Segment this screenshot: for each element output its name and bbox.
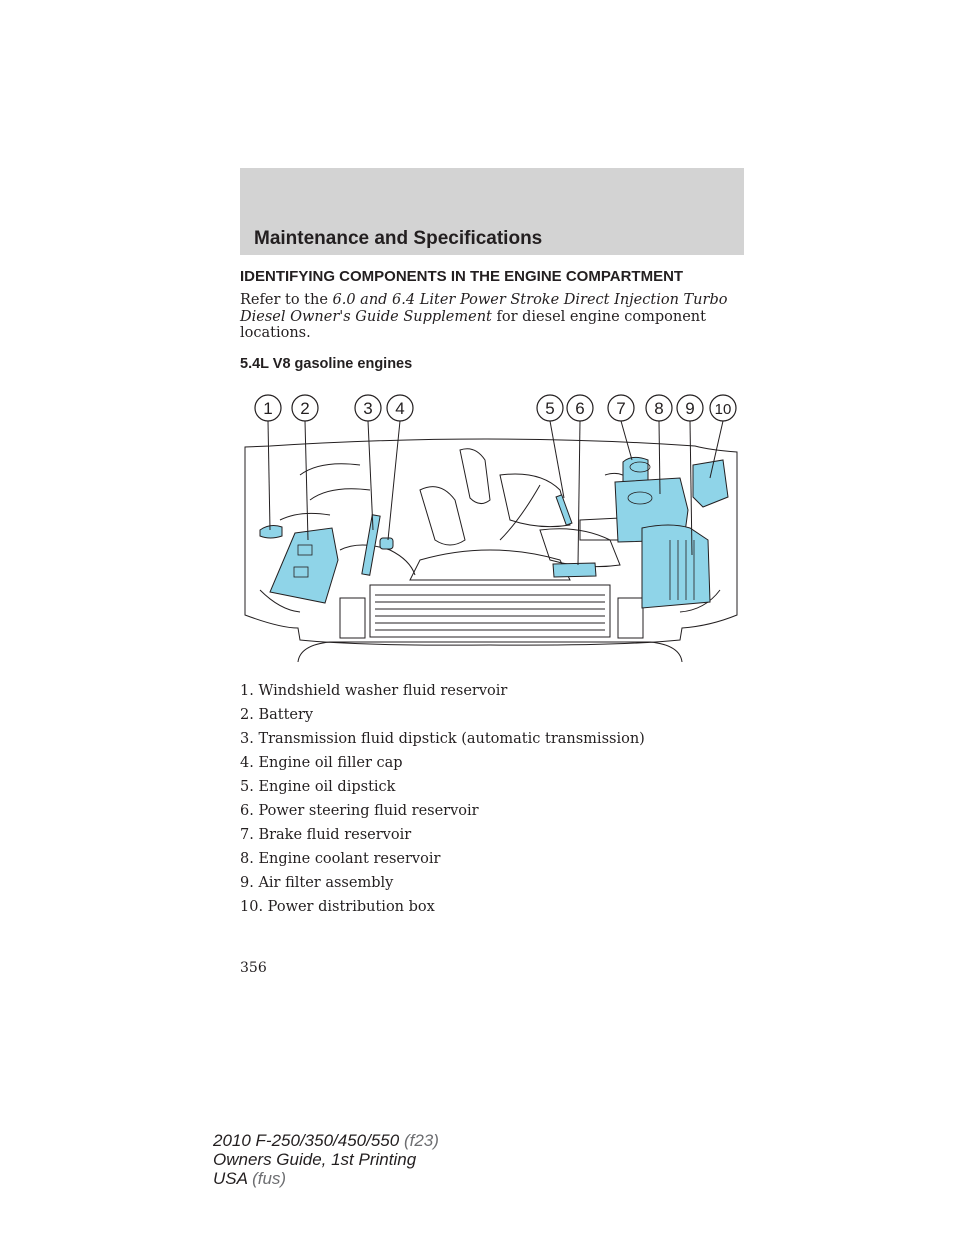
- legend-item: 2. Battery: [240, 707, 314, 723]
- callout-number: 6: [575, 399, 585, 418]
- callout-4: [387, 395, 413, 421]
- callout-3: [355, 395, 381, 421]
- intro-prefix: Refer to the: [240, 292, 328, 308]
- footer-market-code: (fus): [252, 1169, 287, 1188]
- callout-number: 2: [300, 399, 310, 418]
- callout-circles: [255, 395, 736, 421]
- intro-paragraph: [240, 292, 730, 342]
- power-steering-reservoir-shape: [553, 563, 596, 577]
- oil-filler-cap-shape: [380, 538, 393, 549]
- legend-item: 4. Engine oil filler cap: [240, 755, 403, 771]
- callout-number: 5: [545, 399, 555, 418]
- callout-8: [646, 395, 672, 421]
- chapter-title: Maintenance and Specifications: [254, 228, 543, 249]
- page-number: 356: [240, 960, 267, 976]
- callout-number: 9: [685, 399, 695, 418]
- engine-compartment-diagram: [240, 390, 750, 670]
- callout-9: [677, 395, 703, 421]
- legend-item: 5. Engine oil dipstick: [240, 779, 396, 795]
- callout-number: 8: [654, 399, 664, 418]
- callout-number: 10: [714, 401, 732, 418]
- section-heading: IDENTIFYING COMPONENTS IN THE ENGINE COMPARTMENT: [240, 268, 684, 285]
- callout-number: 3: [363, 399, 373, 418]
- footer-model-code: (f23): [403, 1131, 439, 1150]
- power-distribution-box-shape: [693, 460, 728, 507]
- callout-1: [255, 395, 281, 421]
- engine-subheading: 5.4L V8 gasoline engines: [240, 356, 413, 372]
- component-legend: [240, 682, 645, 922]
- legend-item: 1. Windshield washer fluid reservoir: [240, 683, 508, 699]
- callout-number: 7: [616, 399, 626, 418]
- legend-item: 9. Air filter assembly: [240, 875, 394, 891]
- callout-10: [710, 395, 736, 421]
- washer-reservoir-cap: [260, 526, 282, 538]
- supplement-title: 6.0 and 6.4 Liter Power Stroke Direct Injection Turbo Diesel Owner's Guide Supplement: [240, 292, 728, 325]
- air-filter-assembly-shape: [642, 525, 710, 608]
- legend-item: 8. Engine coolant reservoir: [240, 851, 441, 867]
- callout-5: [537, 395, 563, 421]
- legend-item: 7. Brake fluid reservoir: [240, 827, 412, 843]
- callout-6: [567, 395, 593, 421]
- footer-printing: Owners Guide, 1st Printing: [213, 1150, 417, 1169]
- callout-7: [608, 395, 634, 421]
- footer-market: USA: [213, 1169, 248, 1188]
- callout-2: [292, 395, 318, 421]
- legend-item: 10. Power distribution box: [240, 899, 435, 915]
- document-footer: [213, 1131, 439, 1188]
- battery-shape: [270, 528, 338, 603]
- oil-dipstick-shape: [556, 495, 572, 525]
- legend-item: 6. Power steering fluid reservoir: [240, 803, 479, 819]
- callout-number: 4: [395, 399, 405, 418]
- intro-suffix: for diesel engine component locations.: [240, 308, 706, 341]
- callout-number: 1: [263, 399, 273, 418]
- legend-item: 3. Transmission fluid dipstick (automatic transmission): [240, 731, 645, 747]
- footer-model: 2010 F-250/350/450/550: [213, 1131, 400, 1150]
